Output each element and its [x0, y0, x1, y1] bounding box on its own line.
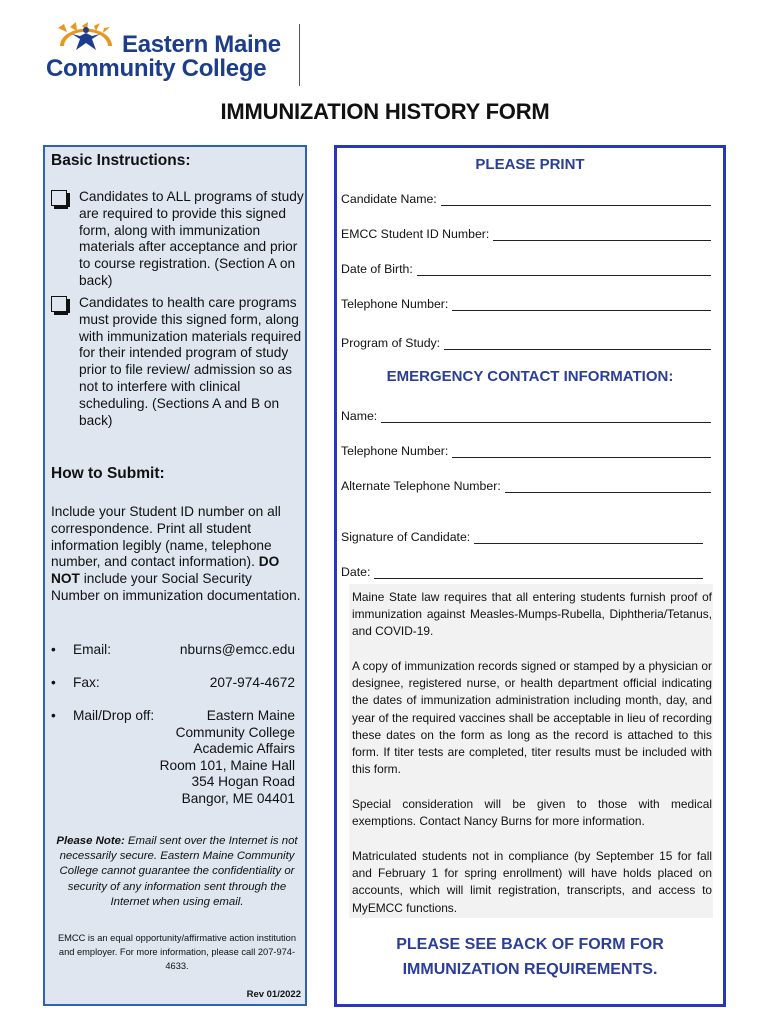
- date-of-birth-field[interactable]: [341, 258, 711, 276]
- email-security-note: [51, 834, 303, 910]
- submit-text-part-b: include your Social Security Number on immunization documentation.: [51, 571, 301, 603]
- bullet-dot-icon: •: [51, 675, 56, 690]
- instructions-panel: [43, 145, 307, 1006]
- field-label: Telephone Number:: [341, 444, 449, 458]
- do-not-emphasis: DO NOT: [51, 554, 280, 587]
- fill-in-line[interactable]: [452, 446, 711, 458]
- alternate-telephone-field[interactable]: [341, 475, 711, 493]
- back-note-line: IMMUNIZATION REQUIREMENTS.: [402, 961, 658, 978]
- law-paragraph: Maine State law requires that all entering students furnish proof of immunization against Measles-Mumps-Rubella, Diphtheria/Tetanus, and COVID-19.: [352, 590, 712, 639]
- field-label: Alternate Telephone Number:: [341, 479, 501, 493]
- checkbox-bullet-icon: [51, 190, 67, 206]
- sunrise-star-logo-icon: [50, 22, 122, 52]
- note-text: Email sent over the Internet is not necessarily secure. Eastern Maine Community College cannot guarantee the confidentiality or security of any information sent through the Internet when using email.: [59, 835, 298, 908]
- page-title: IMMUNIZATION HISTORY FORM: [220, 99, 550, 124]
- law-paragraph: Special consideration will be given to those with medical exemptions. Contact Nancy Burns for more information.: [352, 797, 712, 829]
- emergency-name-field[interactable]: [341, 405, 711, 423]
- law-paragraph: A copy of immunization records signed or stamped by a physician or designee, registered nurse, or health department official indicating the dates of immunization administration including month, day, and year of the required vaccines shall be acceptable in lieu of recording these dates on the form as long as the record is attached to this form. If titer tests are completed, titer results must be included with this form.: [352, 659, 712, 777]
- student-id-field[interactable]: [341, 223, 711, 241]
- field-label: Signature of Candidate:: [341, 530, 471, 544]
- field-label: Date:: [341, 565, 371, 579]
- field-label: Program of Study:: [341, 336, 441, 350]
- fill-in-line[interactable]: [441, 194, 711, 206]
- field-label: EMCC Student ID Number:: [341, 227, 490, 241]
- emergency-telephone-field[interactable]: [341, 440, 711, 458]
- how-to-submit-heading: How to Submit:: [51, 465, 165, 482]
- bullet-dot-icon: •: [51, 642, 56, 657]
- bullet-dot-icon: •: [51, 708, 56, 723]
- please-print-heading: PLEASE PRINT: [475, 156, 585, 173]
- email-address-link[interactable]: nburns@emcc.edu: [179, 642, 295, 657]
- candidate-name-field[interactable]: [341, 188, 711, 206]
- revision-label: Rev 01/2022: [246, 989, 301, 1000]
- candidate-form-panel: [334, 145, 726, 1007]
- logo-text-community-college: Community College: [46, 55, 267, 82]
- contact-label: Email:: [73, 642, 112, 657]
- fill-in-line[interactable]: [444, 338, 711, 350]
- signature-field[interactable]: [341, 526, 703, 544]
- see-back-of-form-note: [337, 932, 723, 982]
- basic-instructions-heading: Basic Instructions:: [51, 152, 191, 169]
- field-label: Candidate Name:: [341, 192, 437, 206]
- submit-text-part-a: Include your Student ID number on all correspondence. Print all student information legibly (name, telephone number, and contact information).: [51, 504, 281, 570]
- field-label: Telephone Number:: [341, 297, 449, 311]
- fill-in-line[interactable]: [374, 567, 703, 579]
- program-of-study-field[interactable]: [341, 332, 711, 350]
- back-note-line: PLEASE SEE BACK OF FORM FOR: [396, 936, 664, 953]
- immunization-law-notice: [349, 584, 713, 918]
- field-label: Date of Birth:: [341, 262, 413, 276]
- law-paragraph: Matriculated students not in compliance (by September 15 for fall and February 1 for spring enrollment) will have holds placed on accounts, which will limit registration, transcripts, and access to MyEMCC functions.: [352, 849, 712, 915]
- submit-instructions: [51, 504, 303, 605]
- instruction-text: Candidates to health care programs must provide this signed form, along with immunization materials required for their intended program of study prior to file review/ admission so as not to interfere with clinical scheduling. (Sections A and B on back): [79, 295, 302, 428]
- fill-in-line[interactable]: [452, 299, 711, 311]
- logo-divider: [299, 24, 300, 86]
- equal-opportunity-statement: EMCC is an equal opportunity/affirmative action institution and employer. For more information, please call 207-974-4633.: [57, 933, 297, 971]
- field-label: Name:: [341, 409, 378, 423]
- contact-label: Mail/Drop off:: [73, 708, 155, 723]
- logo-text-eastern-maine: Eastern Maine: [122, 31, 281, 58]
- checkbox-bullet-icon: [51, 296, 67, 312]
- fax-number: 207-974-4672: [209, 675, 295, 690]
- date-field[interactable]: [341, 561, 703, 579]
- contact-label: Fax:: [73, 675, 100, 690]
- instruction-text: Candidates to ALL programs of study are required to provide this signed form, along with immunization materials after acceptance and prior to course registration. (Section A on back): [79, 189, 304, 288]
- mailing-address: Eastern Maine Community College Academic Affairs Room 101, Maine Hall 354 Hogan Road Bangor, ME 04401: [159, 708, 295, 806]
- college-logo: [44, 20, 306, 90]
- fill-in-line[interactable]: [381, 411, 711, 423]
- note-label: Please Note:: [56, 835, 125, 847]
- telephone-field[interactable]: [341, 293, 711, 311]
- emergency-contact-heading: EMERGENCY CONTACT INFORMATION:: [386, 368, 674, 385]
- fill-in-line[interactable]: [474, 532, 703, 544]
- fill-in-line[interactable]: [493, 229, 711, 241]
- fill-in-line[interactable]: [417, 264, 711, 276]
- fill-in-line[interactable]: [505, 481, 711, 493]
